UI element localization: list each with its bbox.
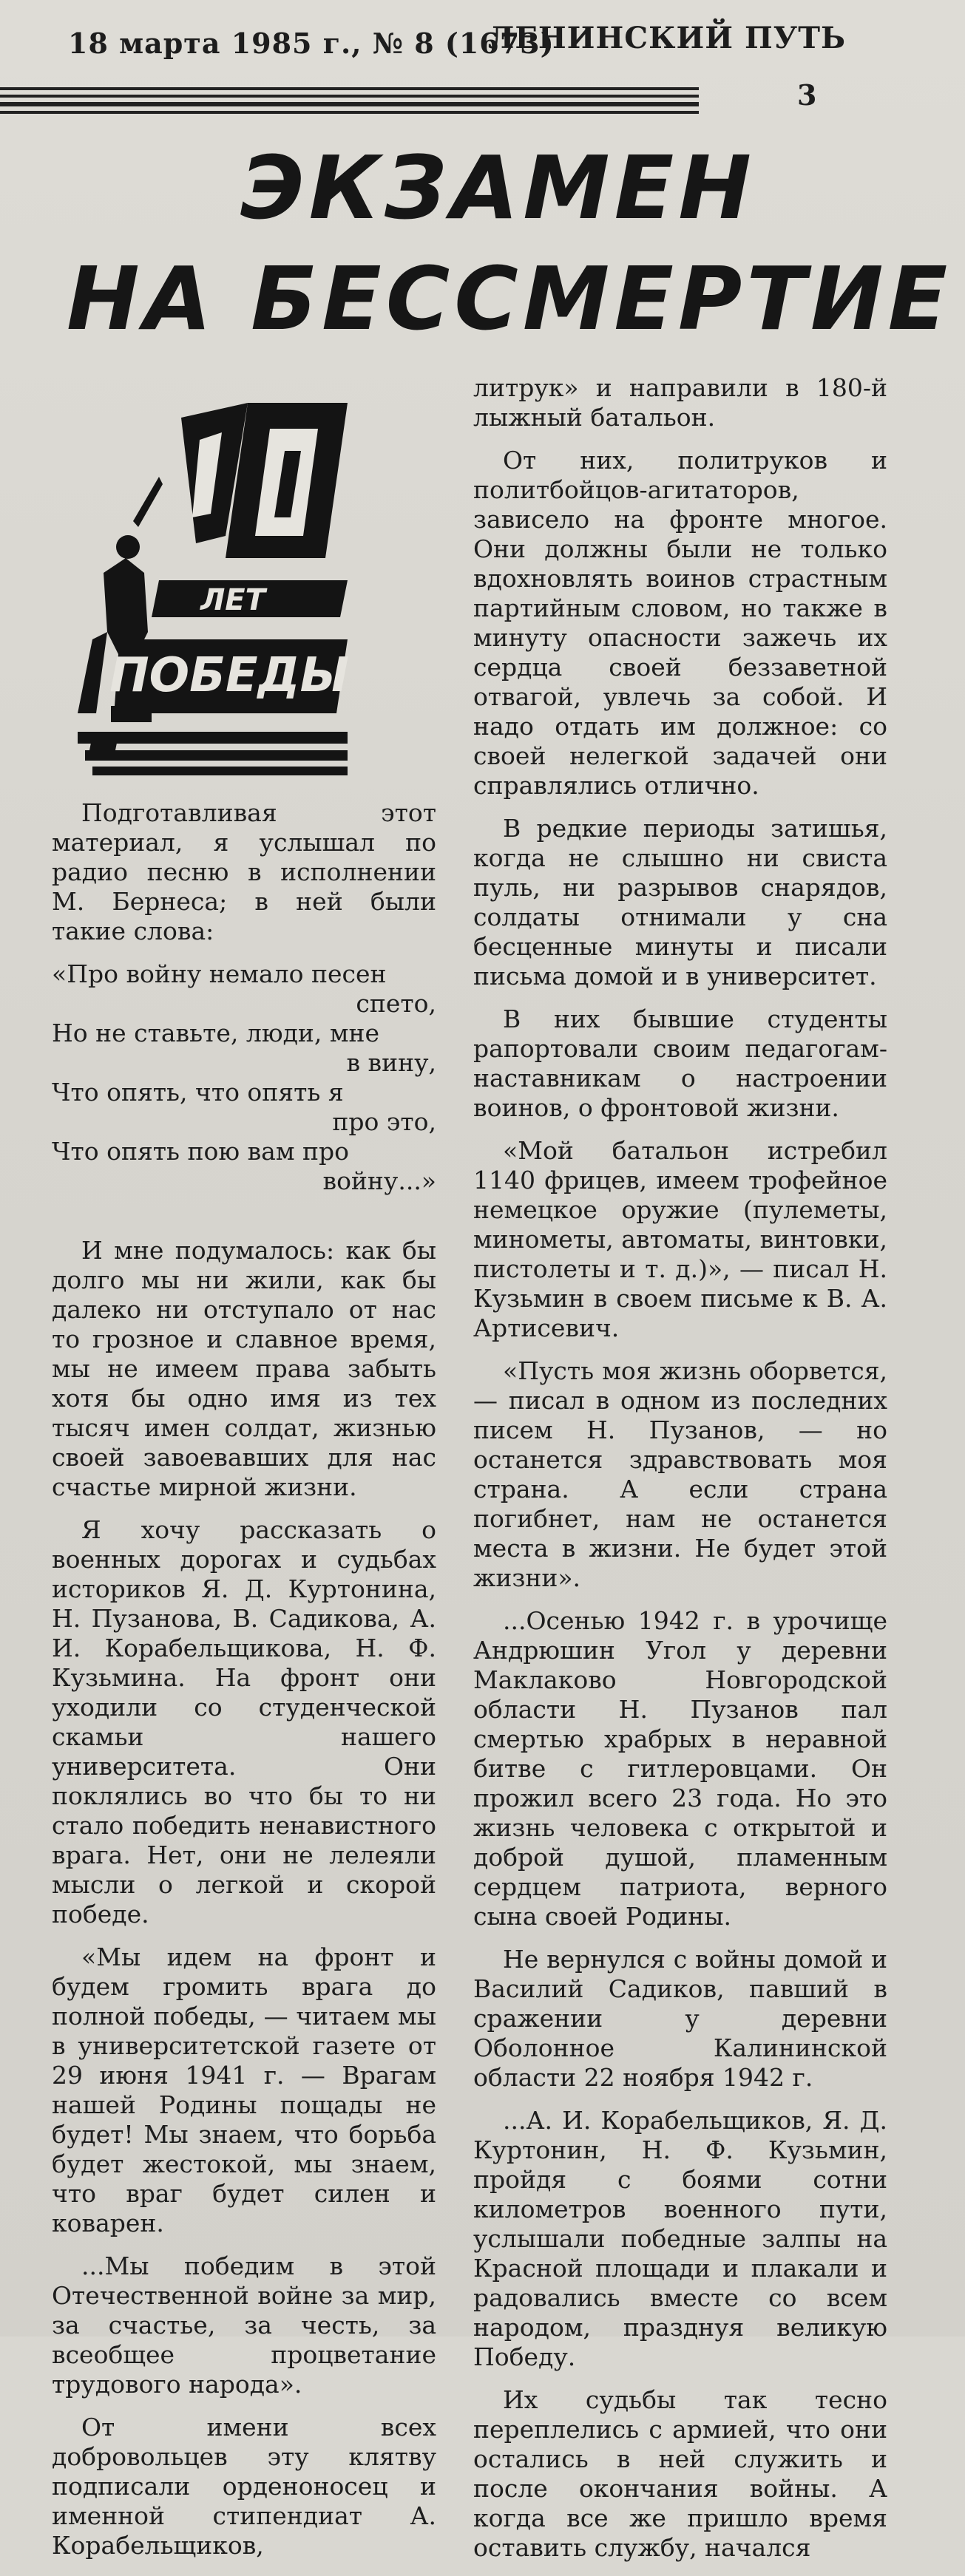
issue-date: 18 марта 1985 г., № 8 (1673) xyxy=(68,27,555,60)
page-number: 3 xyxy=(797,78,817,112)
paragraph: «Мы идем на фронт и будем громить врага до полной победы, — читаем мы в университетской газете от 29 июня 1941 г. — Врагам нашей Родины пощады не будет! Мы знаем, что борьба будет жестокой, мы знаем, что враг будет силен и коварен. xyxy=(52,1943,436,2237)
paragraph: От имени всех добровольцев эту клятву подписали орденоносец и именной стипендиат А. Корабельщиков, xyxy=(52,2413,436,2560)
paragraph: В них бывшие студенты рапортовали своим педагогам-наставникам о настроении воинов, о фронтовой жизни. xyxy=(473,1005,887,1122)
poem-line-end: спето, xyxy=(356,989,436,1018)
headline-line-2: НА БЕССМЕРТИЕ xyxy=(67,248,952,350)
poem-line: Но не ставьте, люди, мне xyxy=(52,1019,380,1047)
header-rule xyxy=(0,87,699,90)
paragraph: «Мой батальон истребил 1140 фрицев, имеем трофейное немецкое оружие (пулеметы, минометы, автоматы, винтовки, пистолеты и т. д.)», — писал Н. Кузьмин в своем письме к В. А. Артисевич. xyxy=(473,1136,887,1342)
paragraph: От них, политруков и политбойцов-агитаторов, зависело на фронте многое. Они должны были не только вдохновлять воинов страстным партийным словом, но также в минуту опасности зажечь их сердца своей беззаветной отвагой, увлечь за собой. И надо отдать им должное: со своей нелегкой задачей они справлялись отлично. xyxy=(473,446,887,800)
poem-line-end: в вину, xyxy=(346,1048,436,1077)
paragraph: Их судьбы так тесно переплелись с армией, что они остались в ней служить и после окончания войны. А когда все же пришло время оставить службу, начался xyxy=(473,2385,887,2562)
poem-line-end: про это, xyxy=(332,1107,436,1136)
header-rule xyxy=(0,95,699,98)
paragraph: ...А. И. Корабельщиков, Я. Д. Куртонин, Н. Ф. Кузьмин, пройдя с боями сотни километров военного пути, услышали победные залпы на Красной площади и плакали и радовались вместе со всем народом, празднуя великую Победу. xyxy=(473,2106,887,2371)
paragraph: ...Мы победим в этой Отечественной войне за мир, за счастье, за честь, за всеобщее процветание трудового народа». xyxy=(52,2252,436,2399)
paragraph: Подготавливая этот материал, я услышал по радио песню в исполнении М. Бернеса; в ней были такие слова: xyxy=(52,798,436,945)
poem-quote xyxy=(52,959,436,1196)
paragraph: Не вернулся с войны домой и Василий Садиков, павший в сражении у деревни Оболонное Калининской области 22 ноября 1942 г. xyxy=(473,1945,887,2092)
left-column xyxy=(52,798,436,2574)
paragraph: Я хочу рассказать о военных дорогах и судьбах историков Я. Д. Куртонина, Н. Пузанова, В. Садикова, А. И. Корабельщикова, Н. Ф. Кузьмина. На фронт они уходили со студенческой скамьи нашего университета. Они поклялись во что бы то ни стало победить ненавистного врага. Нет, они не лелеяли мысли о легкой и скорой победе. xyxy=(52,1515,436,1928)
header-rule xyxy=(0,111,699,114)
page-header xyxy=(0,13,965,112)
header-rule xyxy=(0,102,699,106)
paragraph: И мне подумалось: как бы долго мы ни жили, как бы далеко ни отступало от нас то грозное и славное время, мы не имеем права забыть хотя бы одно имя из тех тысяч имен солдат, жизнью своей завоевавших для нас счастье мирной жизни. xyxy=(52,1236,436,1501)
right-column xyxy=(473,373,887,2576)
poem-line: «Про войну немало песен xyxy=(52,959,387,988)
emblem-word-2: ПОБЕДЫ xyxy=(109,648,349,703)
paragraph: В редкие периоды затишья, когда не слышно ни свиста пуль, ни разрывов снарядов, солдаты отнимали у сна бесценные минуты и писали письма домой и в университет. xyxy=(473,814,887,990)
victory-40-years-emblem xyxy=(70,388,355,780)
paragraph: ...Осенью 1942 г. в урочище Андрюшин Угол у деревни Маклаково Новгородской области Н. Пузанов пал смертью храбрых в неравной битве с гитлеровцами. Он прожил всего 23 года. Но это жизнь человека с открытой и доброй душой, пламенным сердцем патриота, верного сына своей Родины. xyxy=(473,1606,887,1931)
poem-line-end: войну...» xyxy=(322,1166,436,1195)
paragraph: литрук» и направили в 180-й лыжный батальон. xyxy=(473,373,887,432)
poem-line: Что опять, что опять я xyxy=(52,1078,344,1107)
paragraph: «Пусть моя жизнь оборвется, — писал в одном из последних писем Н. Пузанов, — но останется здравствовать моя страна. А если страна погибнет, нам не останется места в жизни. Не будет этой жизни». xyxy=(473,1356,887,1592)
emblem-word-1: ЛЕТ xyxy=(200,583,265,617)
headline-line-1: ЭКЗАМЕН xyxy=(240,137,756,239)
newspaper-name: ЛЕНИНСКИЙ ПУТЬ xyxy=(488,21,846,55)
poem-line: Что опять пою вам про xyxy=(52,1137,349,1166)
